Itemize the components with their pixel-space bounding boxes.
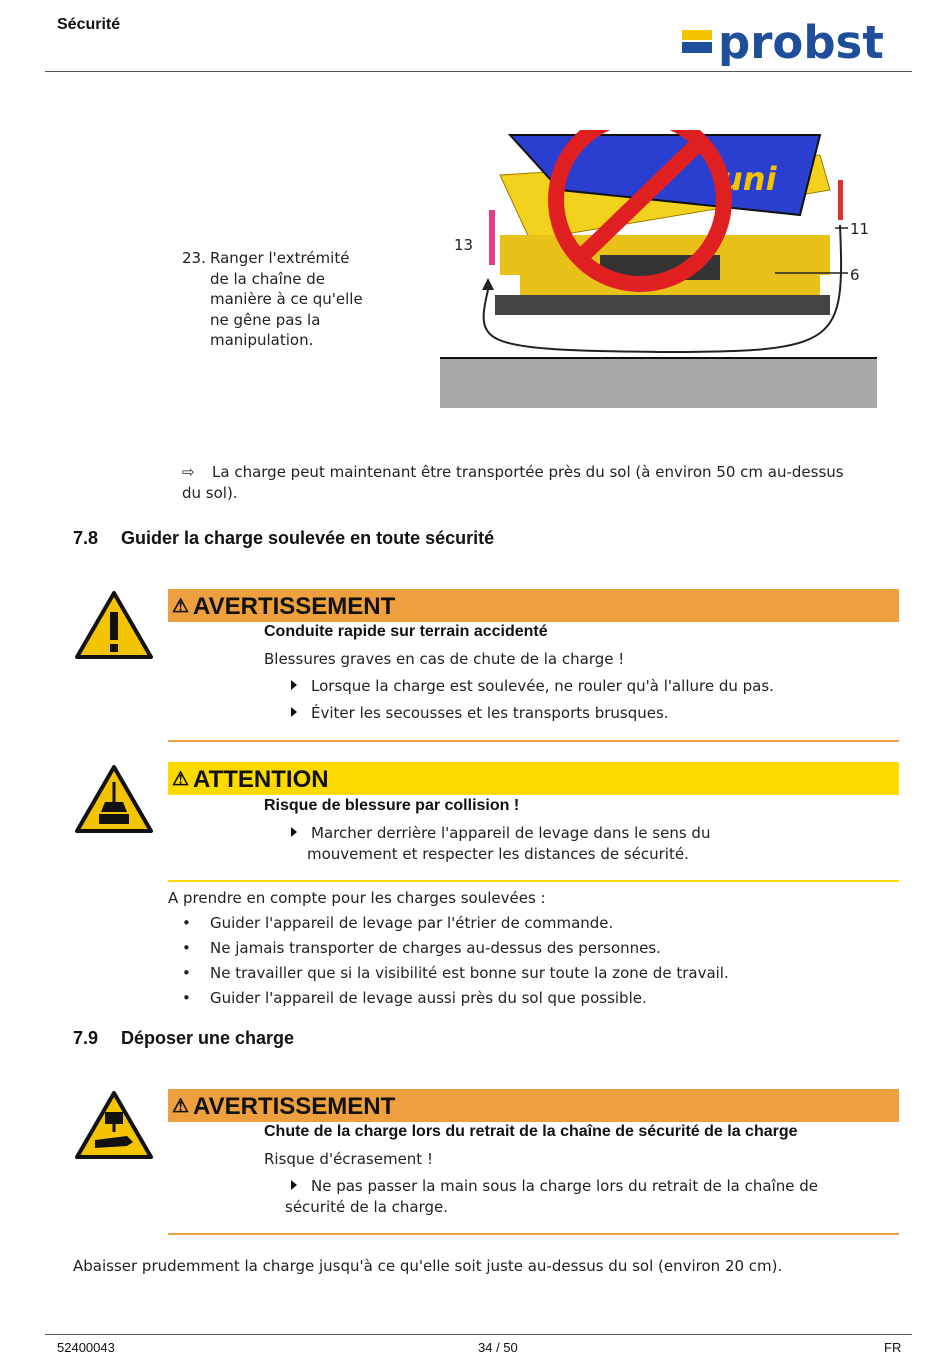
list-item: • Guider l'appareil de levage par l'étrier de commande. (182, 914, 614, 932)
warning-banner: ⚠ AVERTISSEMENT (168, 1089, 899, 1122)
warning-triangle-icon: ⚠ (172, 769, 190, 790)
attention-end-rule (168, 880, 899, 882)
footer-divider (45, 1334, 912, 1335)
triangle-bullet-icon (291, 827, 297, 837)
step-line: Ranger l'extrémité (210, 249, 350, 267)
footer-page-number: 34 / 50 (478, 1340, 518, 1355)
callout-label: 13 (454, 236, 474, 254)
warning-title: Conduite rapide sur terrain accidenté (264, 623, 548, 640)
note-text: La charge peut maintenant être transportée près du sol (à environ 50 cm au-dessus (212, 463, 844, 481)
considerations-list (168, 886, 888, 1011)
arrow-right-icon: ⇨ (182, 463, 195, 481)
warning-triangle-icon: ⚠ (172, 596, 190, 617)
warning-item: Éviter les secousses et les transports brusques. (291, 704, 669, 722)
header-section-title: Sécurité (57, 16, 121, 33)
suspended-load-sign-icon (75, 764, 153, 834)
attention-title: Risque de blessure par collision ! (264, 797, 520, 814)
warning-item: Ne pas passer la main sous la charge lors du retrait de la chaîne de (291, 1177, 818, 1195)
attention-item-cont: mouvement et respecter les distances de sécurité. (307, 845, 689, 863)
list-item: • Ne jamais transporter de charges au-dessus des personnes. (182, 939, 661, 957)
list-item: • Ne travailler que si la visibilité est bonne sur toute la zone de travail. (182, 964, 729, 982)
warning-body: Risque d'écrasement ! (264, 1150, 433, 1168)
logo-text: probst (718, 20, 884, 66)
warning-triangle-icon: ⚠ (172, 1096, 190, 1117)
step-line: de la chaîne de (210, 269, 326, 288)
footer-language: FR (884, 1340, 902, 1355)
warning-item: Lorsque la charge est soulevée, ne rouler qu'à l'allure du pas. (291, 677, 774, 695)
hand-crush-sign-icon (75, 1090, 153, 1160)
footer-doc-number: 52400043 (57, 1340, 115, 1355)
warning-end-rule (168, 1233, 899, 1235)
step-line: manière à ce qu'elle (210, 290, 363, 308)
list-item: • Guider l'appareil de levage aussi près du sol que possible. (182, 989, 647, 1007)
final-instruction: Abaisser prudemment la charge jusqu'à ce qu'elle soit juste au-dessus du sol (environ 20 cm). (73, 1257, 783, 1275)
callout-label: 11 (850, 220, 870, 238)
warning-end-rule (168, 740, 899, 742)
general-warning-sign-icon (75, 590, 153, 660)
warning-banner: ⚠ AVERTISSEMENT (168, 589, 899, 622)
step-number: 23. (182, 249, 206, 267)
warning-title: Chute de la charge lors du retrait de la chaîne de sécurité de la charge (264, 1123, 798, 1140)
triangle-bullet-icon (291, 680, 297, 690)
warning-body: Blessures graves en cas de chute de la charge ! (264, 650, 625, 668)
header-divider (45, 71, 912, 72)
step-line: manipulation. (210, 331, 314, 349)
triangle-bullet-icon (291, 707, 297, 717)
warning-item-cont: sécurité de la charge. (285, 1198, 449, 1216)
result-note (182, 462, 882, 503)
attention-item: Marcher derrière l'appareil de levage dans le sens du (291, 824, 710, 842)
figure-brand-text: uni (720, 160, 777, 198)
considerations-intro: A prendre en compte pour les charges soulevées : (168, 889, 546, 907)
section-heading-7-9: 7.9 Déposer une charge (73, 1028, 295, 1048)
device-illustration (440, 130, 877, 410)
probst-logo (680, 20, 905, 66)
note-text-cont: du sol). (182, 483, 238, 502)
callout-label: 6 (850, 266, 860, 284)
triangle-bullet-icon (291, 1180, 297, 1190)
section-heading-7-8: 7.8 Guider la charge soulevée en toute sécurité (73, 528, 495, 548)
attention-banner: ⚠ ATTENTION (168, 762, 899, 795)
step-line: ne gêne pas la (210, 310, 321, 329)
